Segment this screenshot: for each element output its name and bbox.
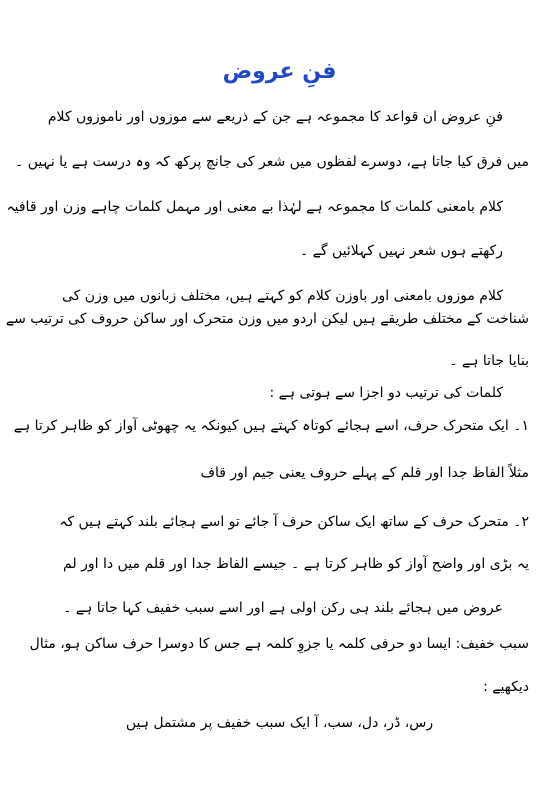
paragraph-line: کلام بامعنی کلمات کا مجموعہ ہے لہٰذا بے معنی اور مہمل کلمات چاہے وزن اور قافیہ [6,199,503,215]
paragraph-line: میں فرق کیا جاتا ہے، دوسرے لفظوں میں شعر کی جانچ پرکھ کہ وہ درست ہے یا نہیں ۔ [15,154,529,170]
paragraph-line: یہ بڑی اور واضح آواز کو ظاہر کرتا ہے ۔ جیسے الفاظ جدا اور قلم میں دا اور لم [63,556,529,572]
paragraph-line: فنِ عروض ان قواعد کا مجموعہ ہے جن کے ذریعے سے موزوں اور ناموزوں کلام [47,109,503,125]
paragraph-line: بنایا جاتا ہے ۔ [449,353,529,369]
paragraph-line: عروض میں ہجائے بلند ہی رکن اولی ہے اور اسے سبب خفیف کہا جاتا ہے ۔ [63,600,503,616]
paragraph-line: رکھتے ہوں شعر نہیں کہلائیں گے ۔ [300,243,503,259]
paragraph-line: شناخت کے مختلف طریقے ہیں لیکن اردو میں وزن متحرک اور ساکن حروف کی ترتیب سے [5,311,529,327]
paragraph-line: دیکھیے : [483,679,529,695]
paragraph-line: سبب خفیف: ایسا دو حرفی کلمہ یا جزوِ کلمہ ہے جس کا دوسرا حرف ساکن ہو، مثال [29,636,529,652]
paragraph-line: مثلاً الفاظ جدا اور قلم کے پہلے حروف یعنی جیم اور قاف [200,465,529,481]
document-title: فنِ عروض [222,59,337,84]
paragraph-line: ۲۔ متحرک حرف کے ساتھ ایک ساکن حرف آ جائے تو اسے ہجائے بلند کہتے ہیں کہ [59,514,529,530]
paragraph-line: کلام موزوں بامعنی اور باوزن کلام کو کہتے ہیں، مختلف زبانوں میں وزن کی [62,288,503,304]
example-line: رس، ڈر، دل، سب، آ ایک سبب خفیف پر مشتمل ہیں [125,715,434,731]
paragraph-line: کلمات کی ترتیب دو اجزا سے ہوتی ہے : [269,385,503,401]
paragraph-line: ۱۔ ایک متحرک حرف، اسے ہجائے کوتاہ کہتے ہیں کیونکہ یہ چھوٹی آواز کو ظاہر کرتا ہے [13,418,529,434]
